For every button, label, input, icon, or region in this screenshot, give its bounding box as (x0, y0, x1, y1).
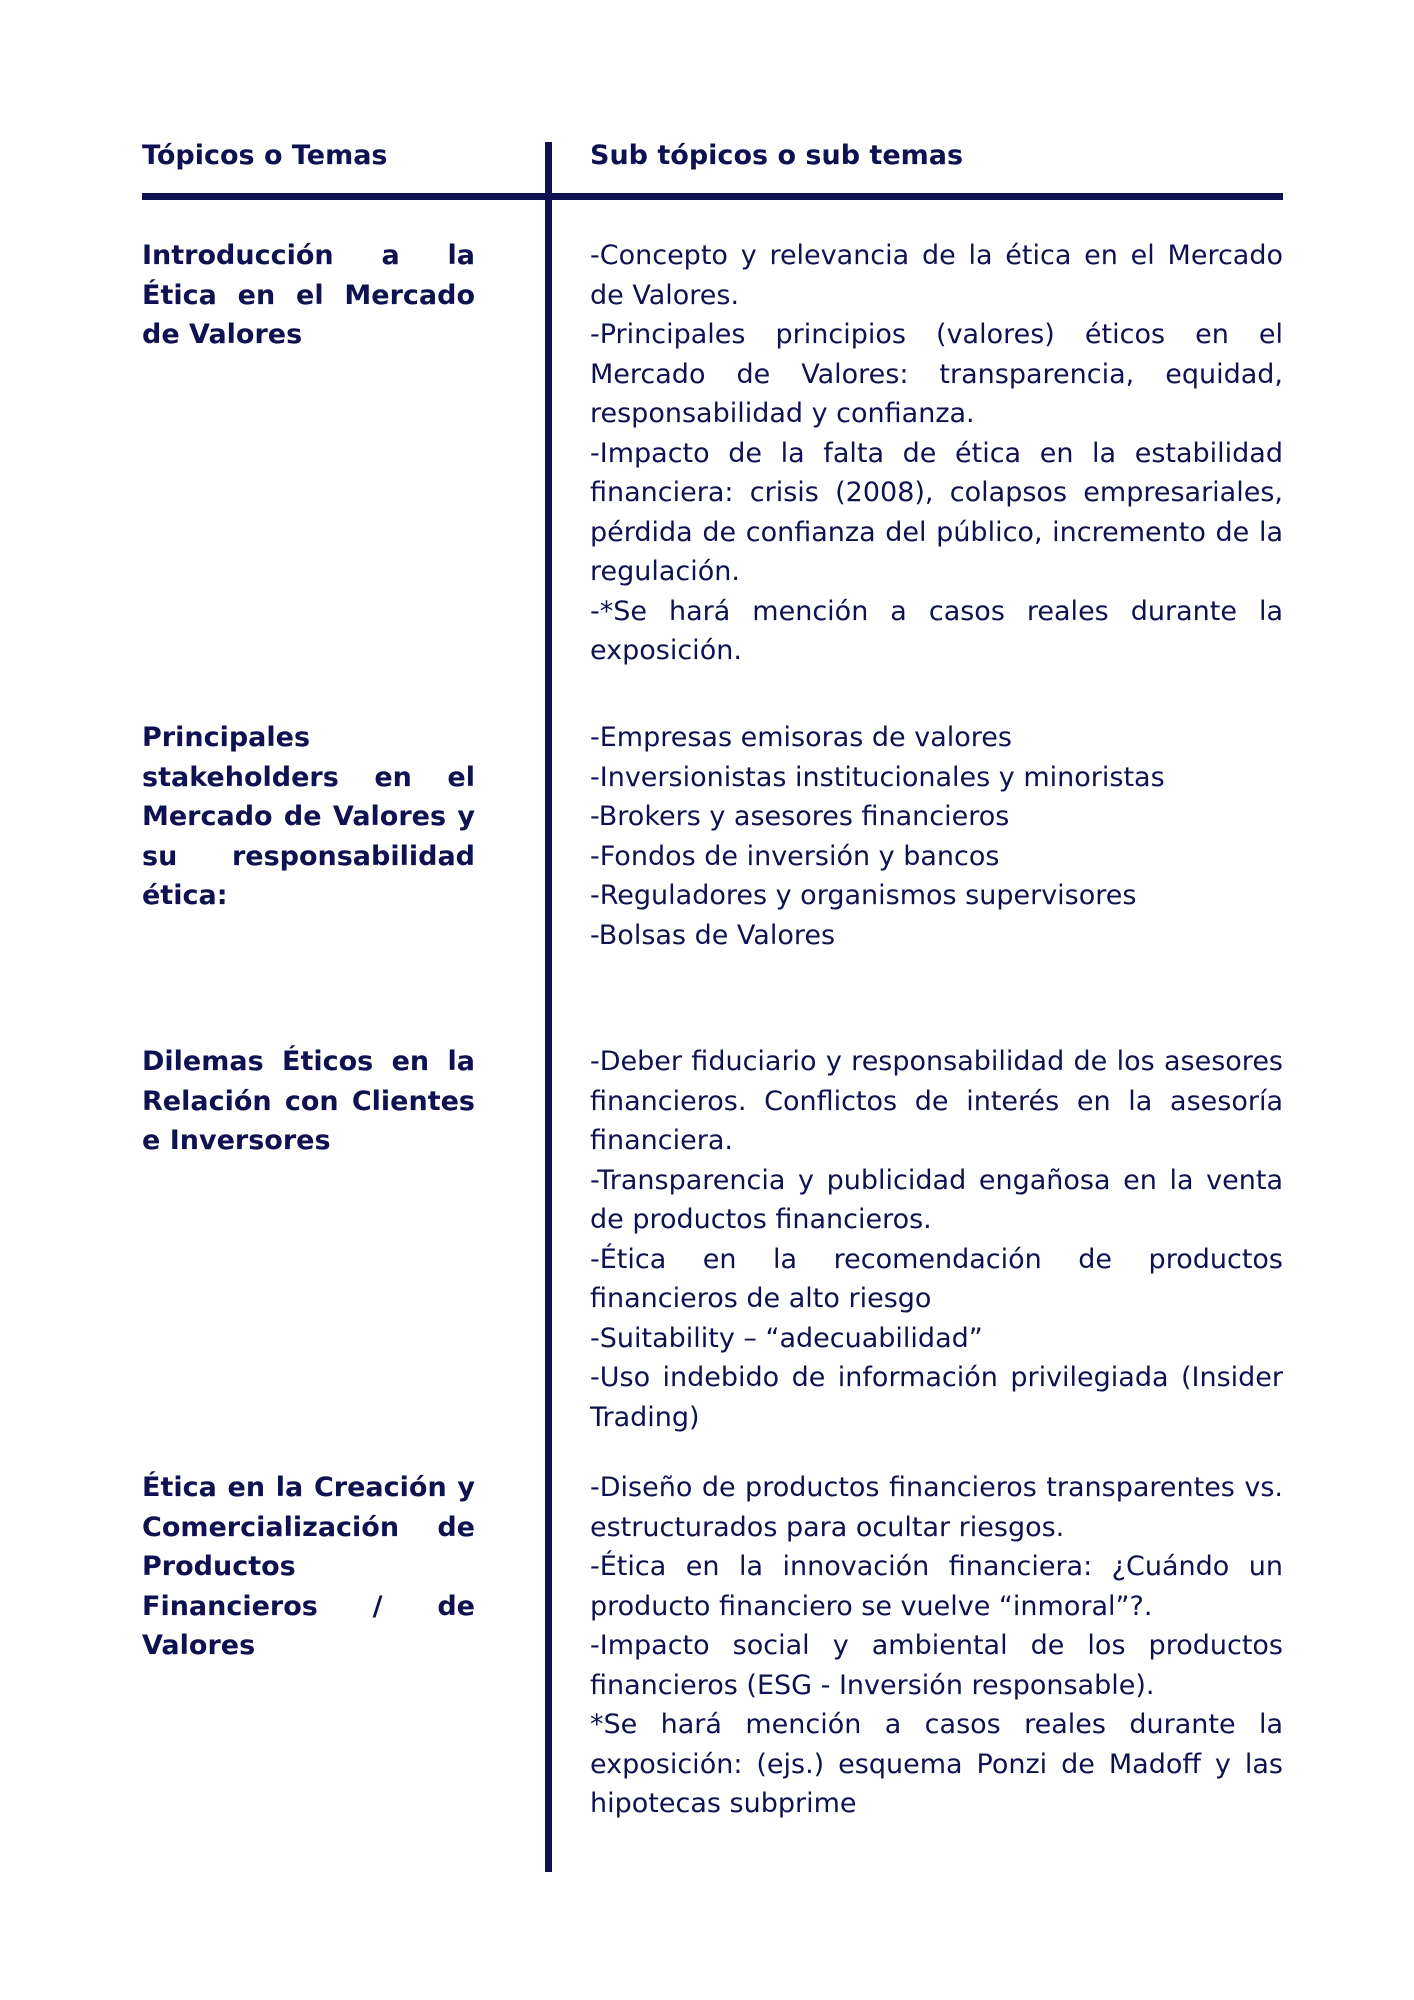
subtopic-list (590, 1468, 1283, 1824)
subtopic-item: -Diseño de productos financieros transparentes vs. estructurados para ocultar riesgos. (590, 1472, 1283, 1543)
subtopic-item: -Deber fiduciario y responsabilidad de los asesores financieros. Conflictos de interés en la asesoría financiera. (590, 1046, 1283, 1156)
topic-title: Ética en la Creación y Comercialización de Productos Financieros / de Valores (142, 1472, 475, 1661)
subtopic-item: -Principales principios (valores) éticos en el Mercado de Valores: transparencia, equidad, responsabilidad y confianza. (590, 319, 1283, 429)
subtopic-item: -Ética en la innovación financiera: ¿Cuándo un producto financiero se vuelve “inmoral”?. (590, 1551, 1283, 1622)
subtopic-list (590, 1042, 1283, 1437)
topic-title: Introducción a la Ética en el Mercado de Valores (142, 240, 475, 350)
subtopic-item: -Brokers y asesores financieros (590, 801, 1010, 832)
subtopic-item: *Se hará mención a casos reales durante la exposición: (ejs.) esquema Ponzi de Madoff y las hipotecas subprime (590, 1709, 1283, 1819)
subtopic-item: -Fondos de inversión y bancos (590, 840, 1000, 872)
subtopic-item: -Impacto de la falta de ética en la estabilidad financiera: crisis (2008), colapsos empresariales, pérdida de confianza del público, incremento de la regulación. (590, 437, 1283, 587)
topic-title: Principales stakeholders en el Mercado de Valores y su responsabilidad ética: (142, 722, 475, 911)
subtopic-item: -Reguladores y organismos supervisores (590, 880, 1137, 911)
subtopic-list (590, 236, 1283, 671)
subtopic-item: -Concepto y relevancia de la ética en el Mercado de Valores. (590, 240, 1283, 311)
subtopic-item: -Ética en la recomendación de productos financieros de alto riesgo (590, 1243, 1283, 1314)
subtopic-item: -Empresas emisoras de valores (590, 722, 1012, 753)
subtopic-item: -Impacto social y ambiental de los productos financieros (ESG - Inversión responsable). (590, 1630, 1283, 1701)
subtopic-list (590, 718, 1283, 955)
column-divider (545, 142, 552, 1872)
subtopic-item: -Transparencia y publicidad engañosa en la venta de productos financieros. (590, 1164, 1283, 1235)
topic-title: Dilemas Éticos en la Relación con Clientes e Inversores (142, 1046, 475, 1156)
subtopic-item: -Suitability – “adecuabilidad” (590, 1322, 983, 1354)
column-header-topics: Tópicos o Temas (142, 140, 388, 171)
subtopic-item: -Bolsas de Valores (590, 919, 836, 951)
header-divider (142, 193, 1283, 200)
column-header-subtopics: Sub tópicos o sub temas (590, 140, 964, 171)
subtopic-item: -Inversionistas institucionales y minoristas (590, 761, 1165, 793)
subtopic-item: -Uso indebido de información privilegiada (Insider Trading) (590, 1362, 1283, 1433)
subtopic-item: -*Se hará mención a casos reales durante la exposición. (590, 595, 1283, 666)
